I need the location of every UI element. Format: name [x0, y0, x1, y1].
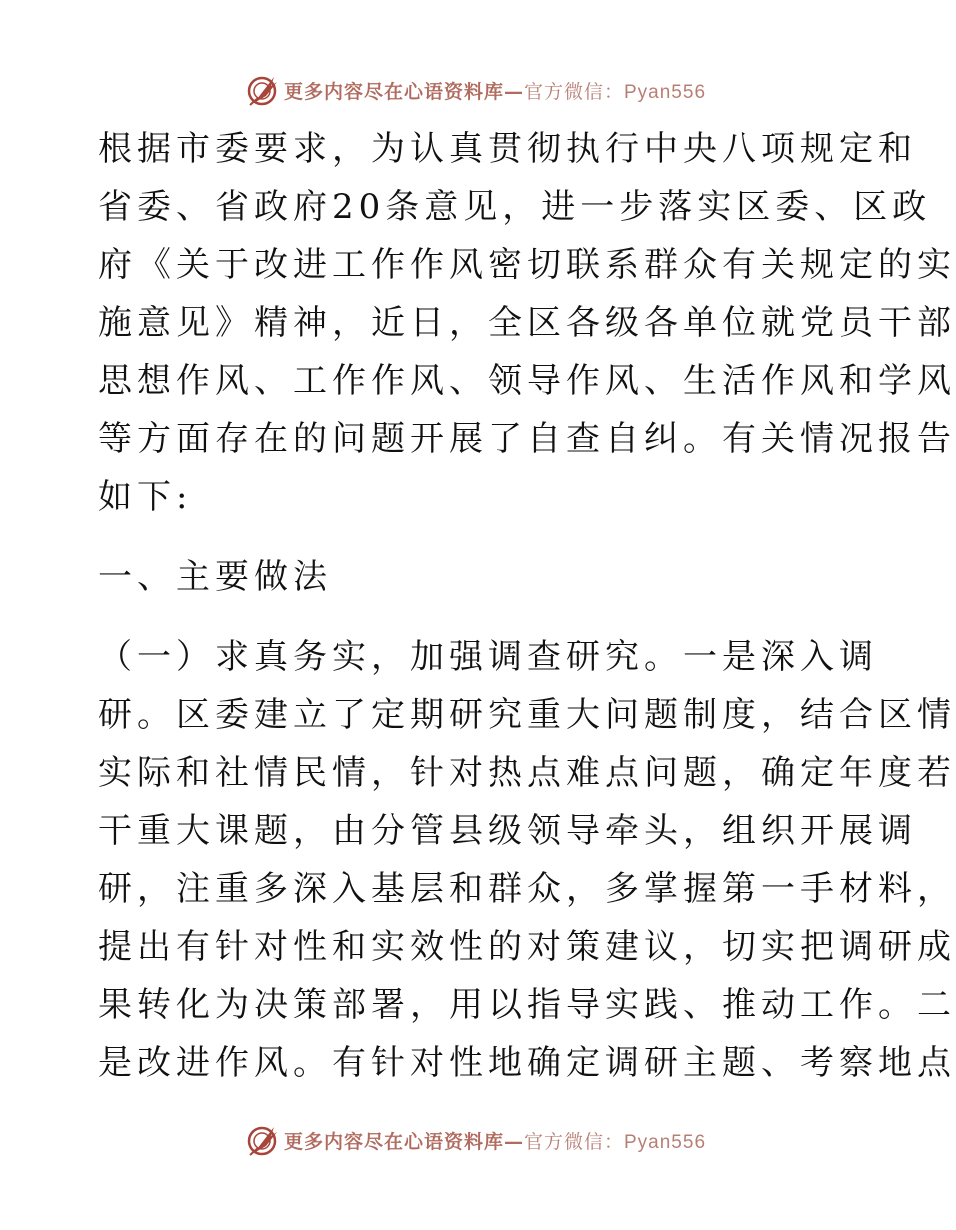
quill-logo-icon	[244, 72, 280, 108]
text-line: 研。区委建立了定期研究重大问题制度，结合区情	[98, 695, 956, 735]
text-line: 研，注重多深入基层和群众，多掌握第一手材料，	[98, 869, 956, 909]
text-line: 果转化为决策部署，用以指导实践、推动工作。二	[98, 985, 956, 1025]
watermark-site-text: 更多内容尽在心语资料库—	[283, 1130, 524, 1153]
text-line: 思想作风、工作作风、领导作风、生活作风和学风	[98, 361, 956, 401]
subsection-paragraph	[98, 628, 956, 1092]
watermark-site-text: 更多内容尽在心语资料库—	[283, 80, 524, 103]
text-line: 干重大课题，由分管县级领导牵头，组织开展调	[98, 811, 917, 851]
watermark-wechat-text: 官方微信：Pyan556	[524, 1131, 707, 1153]
text-line: 等方面存在的问题开展了自查自纠。有关情况报告	[98, 419, 956, 459]
intro-paragraph	[98, 120, 956, 526]
text-line: 府《关于改进工作作风密切联系群众有关规定的实	[98, 245, 956, 285]
footer-watermark	[0, 1120, 950, 1160]
section-heading	[98, 548, 858, 606]
spacer	[98, 526, 858, 548]
watermark-text	[284, 1127, 706, 1154]
watermark-text	[284, 77, 706, 104]
section-heading-text: 一、主要做法	[98, 557, 332, 597]
document-body	[98, 120, 956, 1092]
text-line: 如下:	[98, 477, 193, 517]
text-line: 提出有针对性和实效性的对策建议，切实把调研成	[98, 927, 956, 967]
text-line: （一）求真务实，加强调查研究。一是深入调	[98, 637, 878, 677]
quill-logo-icon	[244, 1122, 280, 1158]
text-line: 省委、省政府20条意见，进一步落实区委、区政	[98, 187, 932, 227]
watermark-wechat-text: 官方微信：Pyan556	[524, 81, 707, 103]
spacer	[98, 606, 858, 628]
text-line: 根据市委要求，为认真贯彻执行中央八项规定和	[98, 129, 917, 169]
text-line: 是改进作风。有针对性地确定调研主题、考察地点	[98, 1043, 956, 1083]
text-line: 施意见》精神，近日，全区各级各单位就党员干部	[98, 303, 956, 343]
text-line: 实际和社情民情，针对热点难点问题，确定年度若	[98, 753, 956, 793]
header-watermark	[0, 70, 950, 110]
